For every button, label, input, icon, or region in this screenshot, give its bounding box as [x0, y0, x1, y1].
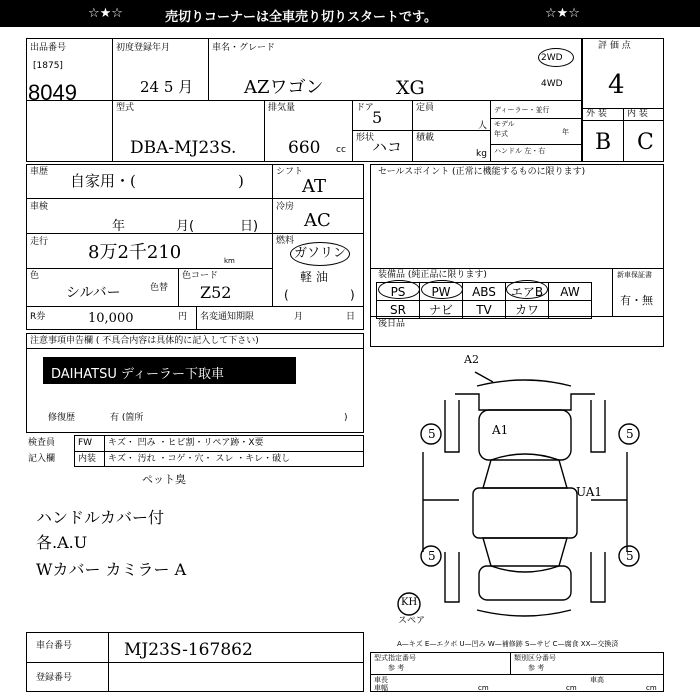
diag-5-fl: 5	[428, 427, 436, 441]
new-cert-label: 新車保証書	[617, 271, 652, 279]
rear-outline	[479, 566, 571, 600]
ext-value: B	[595, 130, 612, 155]
capacity-unit: 人	[478, 121, 488, 131]
legend-text: A—キズ E—エクボ U—凹み W—補修跡 S—サビ C—腐食 XX—交換済	[397, 640, 619, 648]
width-cm: cm	[566, 684, 577, 692]
lot-sub: [1875]	[33, 61, 63, 71]
repair-value: 有 (箇所	[110, 413, 144, 423]
banner-stars-right: ☆★☆	[545, 6, 580, 21]
drive-2wd-circle	[538, 48, 574, 67]
type-no-label: 型式指定番号	[374, 654, 416, 662]
lot-label: 出品番号	[30, 43, 67, 53]
r-value: 10,000	[88, 311, 134, 326]
diag-5-fr: 5	[626, 427, 634, 441]
year-unit: 年	[562, 128, 569, 136]
chassis-value: MJ23S-167862	[124, 640, 253, 660]
dealer-banner	[43, 357, 296, 384]
dealer-label: ディーラー・並行	[494, 106, 550, 114]
fuel-circle	[290, 242, 350, 266]
diag-a1: A1	[492, 423, 509, 437]
load-unit: kg	[476, 149, 487, 159]
class-no-label: 類別区分番号	[514, 654, 556, 662]
notes-header: 注意事項申告欄 ( 不具合内容は具体的に記入して下さい)	[30, 336, 259, 346]
car-name: AZワゴン	[244, 77, 324, 98]
disp-unit: cc	[336, 145, 346, 155]
ext-label: 外 装	[586, 109, 607, 119]
drive-4wd: 4WD	[541, 79, 563, 89]
length-label: 車長	[374, 676, 388, 684]
airbag-circle	[506, 280, 548, 299]
model-year-label: モデル	[494, 120, 515, 128]
r-label: R券	[30, 312, 46, 322]
diag-5-rl: 5	[428, 549, 436, 563]
history-label: 車歴	[30, 167, 49, 177]
lot-number: 8049	[28, 80, 77, 105]
petto-note: ペット臭	[142, 473, 186, 486]
ref1: 参 考	[388, 664, 405, 672]
recolor-label: 色替	[150, 283, 169, 293]
car-diagram	[395, 352, 665, 630]
equip-airbag: エアB	[506, 283, 549, 301]
repair-label: 修復歴	[48, 413, 76, 423]
color-label: 色	[30, 271, 40, 281]
sales-frame	[370, 164, 664, 347]
doors-label: ドア	[356, 103, 374, 113]
equip-ps: PS	[377, 283, 420, 301]
due-label: 名変通知期限	[200, 312, 255, 322]
drive-2wd: 2WD	[541, 53, 563, 63]
fuel-value: ガソリン	[294, 246, 347, 261]
roof-outline	[473, 488, 577, 538]
int-items: キズ・ 汚れ ・コゲ・穴・ スレ ・キレ・破し	[108, 454, 291, 464]
color-code-label: 色コード	[182, 271, 219, 281]
new-cert-value: 有・無	[620, 294, 653, 307]
fw-items: キズ・ 凹み ・ヒビ割・リペア跡・X要	[108, 438, 264, 448]
length-cm: cm	[478, 684, 489, 692]
disp-value: 660	[288, 138, 321, 158]
diag-a2: A2	[464, 353, 479, 366]
car-grade: XG	[396, 77, 425, 99]
name-label: 車名・グレード	[212, 43, 276, 53]
aircon-label: 冷房	[276, 202, 295, 212]
mileage-value: 8万2千210	[88, 242, 182, 263]
shift-value: AT	[302, 176, 327, 197]
chassis-label: 車台番号	[36, 641, 73, 651]
first-reg-label: 初度登録年月	[116, 43, 171, 53]
fuel-label: 燃料	[276, 236, 295, 246]
load-label: 積載	[416, 133, 435, 143]
reg-label: 登録番号	[36, 673, 73, 683]
history-value: 自家用・(	[70, 172, 136, 190]
equip-abs: ABS	[463, 283, 506, 301]
inspection-label: 車検	[30, 202, 49, 212]
capacity-label: 定員	[416, 103, 435, 113]
hand-line-3: Wカバー カミラー A	[36, 560, 187, 579]
rear-bumper-line	[477, 610, 571, 616]
fuel-light: 軽 油	[300, 270, 328, 284]
top-banner	[0, 0, 700, 27]
ref2: 参 考	[528, 664, 545, 672]
banner-title: 売切りコーナーは全車売り切りスタートです。	[165, 10, 437, 25]
diag-5-rr: 5	[626, 549, 634, 563]
equip-leather: カワ	[506, 301, 549, 319]
height-cm: cm	[646, 684, 657, 692]
model-value: DBA-MJ23S.	[130, 138, 237, 158]
due-month: 月	[294, 312, 304, 322]
diag-kh: KH	[401, 597, 418, 608]
handle-label: ハンドル 左・右	[494, 147, 546, 155]
inspector-label2: 記入欄	[28, 454, 56, 464]
hand-line-1: ハンドルカバー付	[36, 508, 165, 527]
inspection-month: 月(	[176, 219, 195, 234]
due-day: 日	[346, 312, 356, 322]
equip-pw: PW	[420, 283, 463, 301]
shape-label: 形状	[356, 133, 375, 143]
int-row-label: 内装	[78, 454, 97, 464]
after-label: 後日品	[378, 319, 406, 329]
shift-label: シフト	[276, 167, 304, 177]
repair-close: )	[344, 413, 348, 423]
int-value: C	[637, 130, 654, 155]
mileage-label: 走行	[30, 237, 49, 247]
equip-label: 装備品 (純正品に限ります)	[378, 270, 487, 280]
equip-navi: ナビ	[420, 301, 463, 319]
disp-label: 排気量	[268, 103, 296, 113]
height-label: 車高	[590, 676, 604, 684]
model-label: 型式	[116, 103, 135, 113]
equip-tv: TV	[463, 301, 506, 319]
fw-label: FW	[78, 438, 93, 448]
inspection-day: 日)	[240, 219, 259, 234]
equip-sr: SR	[377, 301, 420, 319]
color-code-value: Z52	[200, 283, 232, 302]
diag-ua1: UA1	[576, 485, 603, 499]
dealer-banner-text: DAIHATSU ディーラー下取車	[51, 367, 224, 382]
color-value: シルバー	[66, 285, 121, 301]
ps-circle	[378, 280, 420, 299]
width-label: 車幅	[374, 684, 388, 692]
doors-value: 5	[372, 108, 383, 127]
equip-aw: AW	[549, 283, 592, 301]
pw-circle	[421, 280, 463, 299]
mileage-unit: km	[224, 257, 235, 265]
shape-value: ハコ	[372, 138, 403, 156]
banner-stars-left: ☆★☆	[88, 6, 123, 21]
inspection-year: 年	[112, 219, 126, 234]
inspector-label: 検査員	[28, 438, 56, 448]
score-value: 4	[608, 70, 625, 100]
hand-line-2: 各.A.U	[36, 533, 88, 552]
score-label: 評 価 点	[598, 41, 631, 51]
r-unit: 円	[178, 312, 188, 322]
sales-title: セールスポイント (正常に機能するものに限ります)	[378, 167, 586, 177]
aircon-value: AC	[304, 210, 331, 231]
year-label: 年式	[494, 130, 508, 138]
first-reg-value: 24 5 月	[140, 78, 194, 96]
int-label: 内 装	[627, 109, 648, 119]
diag-spare: スペア	[398, 616, 426, 626]
